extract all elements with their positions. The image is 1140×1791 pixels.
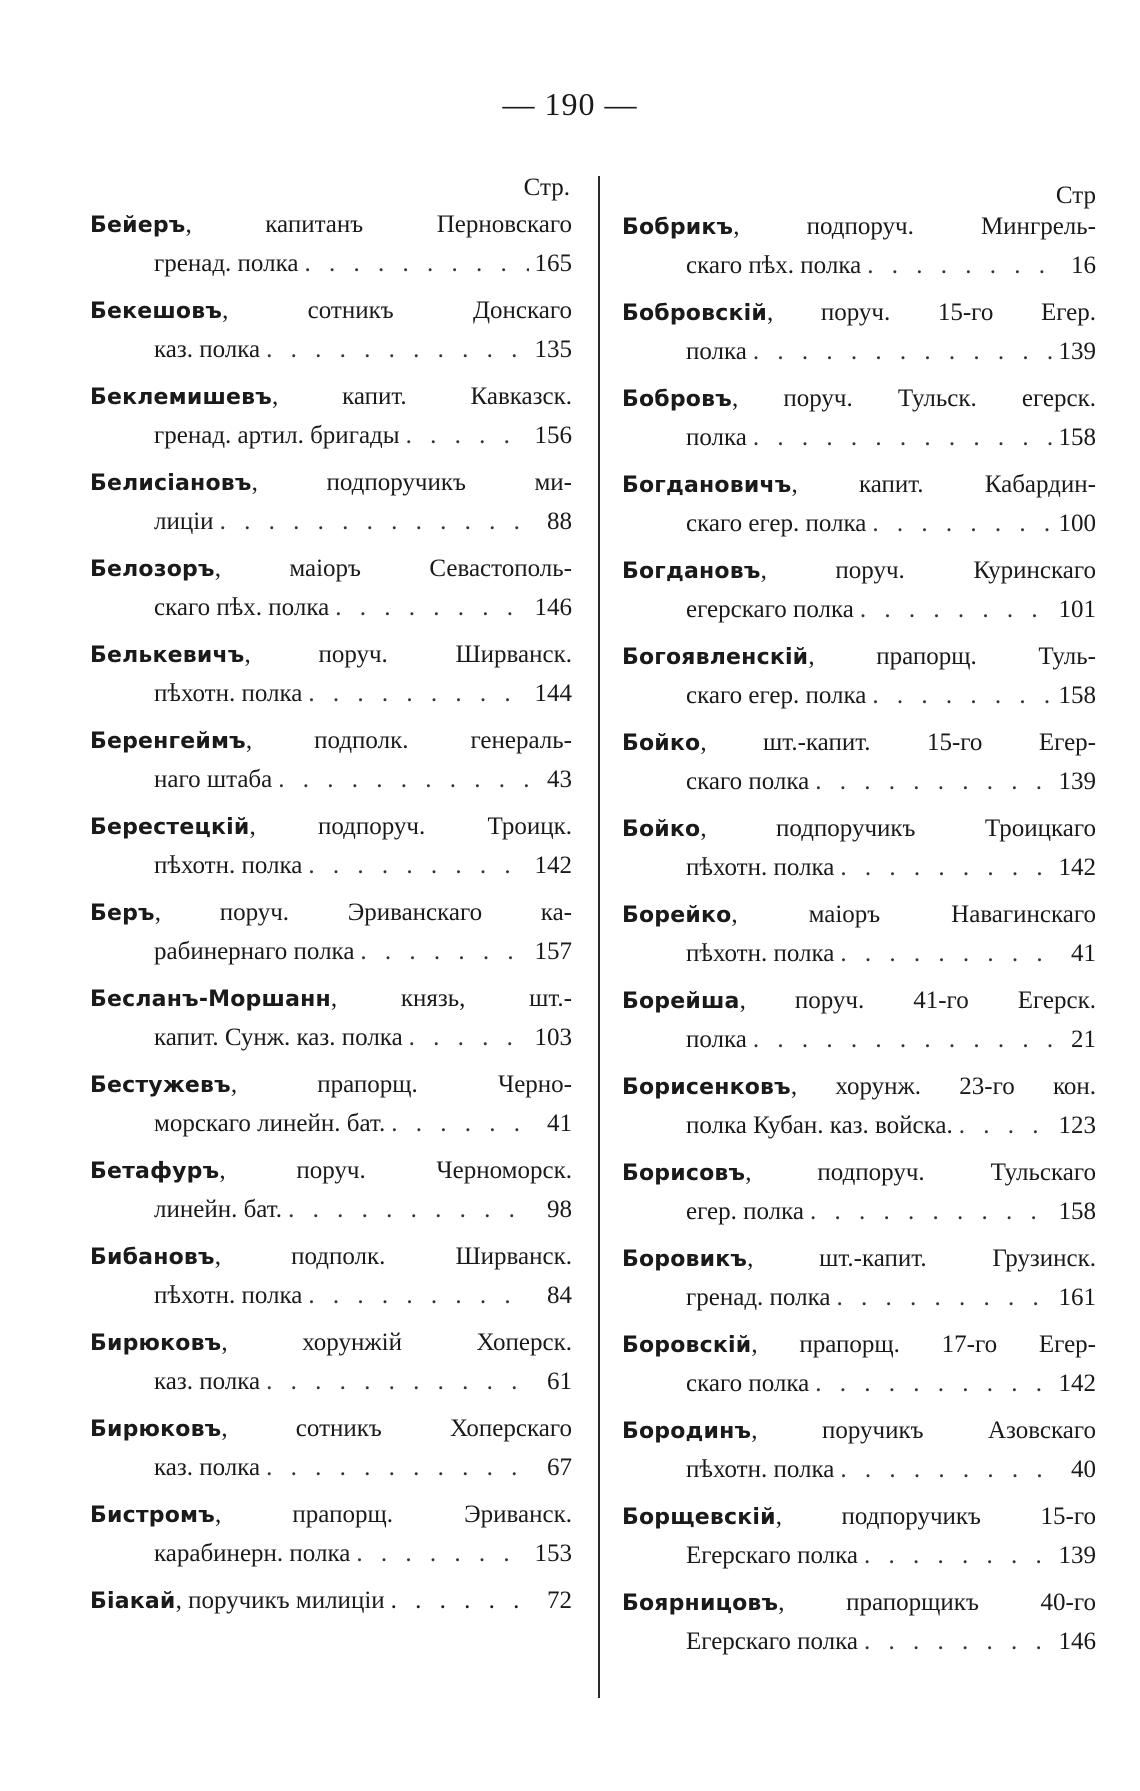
entry-surname: Бекешовъ xyxy=(90,299,223,324)
entry-second-line xyxy=(622,591,1096,629)
entry-page-number: 165 xyxy=(534,250,572,277)
index-entry xyxy=(90,636,572,722)
entry-description: , прапорщ. Туль- xyxy=(808,643,1096,670)
index-entry xyxy=(622,1240,1096,1326)
entry-page-number: 98 xyxy=(547,1196,572,1223)
entry-first-line xyxy=(90,808,572,847)
dot-leader xyxy=(864,1623,1052,1661)
entry-first-line xyxy=(90,378,572,417)
index-entry xyxy=(90,1324,572,1410)
dot-leader xyxy=(815,1365,1052,1403)
entry-first-line xyxy=(90,636,572,675)
entry-surname: Беренгеймъ xyxy=(90,729,246,754)
entry-surname: Бойко xyxy=(622,731,701,756)
entry-surname: Белисіановъ xyxy=(90,471,252,496)
entry-first-line xyxy=(90,1324,572,1363)
entry-page-number: 153 xyxy=(534,1540,572,1567)
entry-first-line xyxy=(90,1238,572,1277)
index-entry xyxy=(90,1496,572,1582)
entry-continuation: гренад. полка xyxy=(686,1284,831,1311)
entry-page-number: 16 xyxy=(1071,252,1096,279)
entry-surname: Борщевскій xyxy=(622,1505,776,1530)
entry-second-line xyxy=(622,935,1096,973)
entry-continuation: скаго полка xyxy=(686,768,810,795)
entry-first-line xyxy=(622,982,1096,1021)
index-entry xyxy=(622,1412,1096,1498)
entry-page-number: 41 xyxy=(1071,940,1096,967)
dot-leader xyxy=(391,1582,530,1620)
dot-leader xyxy=(872,677,1052,715)
index-entry xyxy=(622,208,1096,294)
dot-leader xyxy=(356,1535,528,1573)
dot-leader xyxy=(409,1019,529,1057)
entry-first-line xyxy=(622,1326,1096,1365)
entry-continuation: пѣхотн. полка xyxy=(686,1456,835,1483)
dot-leader xyxy=(753,419,1053,457)
entry-surname: Борейша xyxy=(622,989,740,1014)
index-entry xyxy=(622,1326,1096,1412)
dot-leader xyxy=(220,503,530,541)
entry-second-line xyxy=(622,677,1096,715)
entry-second-line xyxy=(622,247,1096,285)
entry-second-line xyxy=(622,333,1096,371)
entry-continuation: лиціи xyxy=(154,508,214,535)
entry-second-line xyxy=(622,1365,1096,1403)
entry-surname: Борисовъ xyxy=(622,1161,746,1186)
entry-page-number: 139 xyxy=(1058,338,1096,365)
entry-surname: Борейко xyxy=(622,903,732,928)
entry-second-line xyxy=(90,1535,572,1573)
entry-description: , подполк. Ширванск. xyxy=(214,1243,572,1270)
entry-second-line xyxy=(622,1451,1096,1489)
entry-first-line xyxy=(622,1154,1096,1193)
index-entry xyxy=(90,1582,572,1668)
entry-second-line xyxy=(622,849,1096,887)
entry-first-line xyxy=(622,638,1096,677)
entry-first-line xyxy=(622,1412,1096,1451)
entry-second-line xyxy=(90,417,572,455)
index-entry xyxy=(622,1068,1096,1154)
entry-continuation: полка xyxy=(686,1026,747,1053)
entry-first-line xyxy=(622,1068,1096,1107)
dot-leader xyxy=(288,1191,530,1229)
entry-page-number: 142 xyxy=(1058,1370,1096,1397)
entry-second-line xyxy=(90,1363,572,1401)
entry-second-line xyxy=(90,589,572,627)
entry-page-number: 158 xyxy=(1058,682,1096,709)
index-entry xyxy=(622,810,1096,896)
entry-page-number: 67 xyxy=(547,1454,572,1481)
dot-leader xyxy=(959,1107,1053,1145)
index-entry xyxy=(90,808,572,894)
dot-leader xyxy=(406,417,529,455)
entry-continuation: Егерскаго полка xyxy=(686,1628,859,1655)
entry-continuation: пѣхотн. полка xyxy=(154,852,303,879)
index-entry xyxy=(90,206,572,292)
entry-second-line xyxy=(622,1279,1096,1317)
entry-page-number: 156 xyxy=(534,422,572,449)
entry-continuation: карабинерн. полка xyxy=(154,1540,351,1567)
index-entry xyxy=(622,380,1096,466)
entry-surname: Бирюковъ xyxy=(90,1417,222,1442)
entry-second-line xyxy=(90,1191,572,1229)
dot-leader xyxy=(266,331,528,369)
dot-leader xyxy=(810,1193,1052,1231)
entry-page-number: 88 xyxy=(547,508,572,535)
entry-page-number: 135 xyxy=(534,336,572,363)
entry-description: , прапорщ. Эриванск. xyxy=(214,1501,572,1528)
index-entry xyxy=(90,722,572,808)
entry-description: , шт.-капит. Грузинск. xyxy=(747,1245,1096,1272)
index-entry xyxy=(622,1584,1096,1670)
entry-description: , сотникъ Донскаго xyxy=(222,297,572,324)
index-entry xyxy=(90,550,572,636)
index-entry xyxy=(90,378,572,464)
entry-continuation: каз. полка xyxy=(154,1368,261,1395)
entry-surname: Бистромъ xyxy=(90,1503,215,1528)
entry-second-line xyxy=(90,503,572,541)
dot-leader xyxy=(266,1363,530,1401)
entry-page-number: 43 xyxy=(547,766,572,793)
entry-description: , прапорщ. 17-го Егер- xyxy=(751,1331,1096,1358)
entry-first-line xyxy=(90,206,572,245)
entry-page-number: 21 xyxy=(1071,1026,1096,1053)
entry-second-line xyxy=(90,933,572,971)
entry-second-line xyxy=(622,1623,1096,1661)
entry-second-line xyxy=(90,761,572,799)
index-entry xyxy=(90,1152,572,1238)
entry-page-number: 61 xyxy=(547,1368,572,1395)
entry-surname: Берестецкій xyxy=(90,815,250,840)
entry-page-number: 84 xyxy=(547,1282,572,1309)
index-entry xyxy=(622,982,1096,1068)
entry-second-line xyxy=(90,675,572,713)
dot-leader xyxy=(308,847,528,885)
entry-description: , поруч. 15-го Егер. xyxy=(766,299,1096,326)
dot-leader xyxy=(308,675,528,713)
dot-leader xyxy=(335,589,528,627)
entry-first-line xyxy=(90,894,572,933)
entry-second-line xyxy=(90,1019,572,1057)
dot-leader xyxy=(836,1279,1052,1317)
entry-continuation: Егерскаго полка xyxy=(686,1542,859,1569)
dot-leader xyxy=(864,1537,1052,1575)
left-column xyxy=(90,170,572,1668)
entry-description: , поруч. Эриванскаго ка- xyxy=(154,899,572,926)
entry-continuation: скаго егер. полка xyxy=(686,510,867,537)
entry-continuation: гренад. артил. бригады xyxy=(154,422,400,449)
entry-surname: Біакай xyxy=(90,1589,176,1614)
entry-description: , прапорщикъ 40-го xyxy=(778,1589,1096,1616)
entry-continuation: капит. Сунж. каз. полка xyxy=(154,1024,403,1051)
entry-continuation: каз. полка xyxy=(154,336,261,363)
dot-leader xyxy=(360,933,528,971)
entry-first-line xyxy=(90,722,572,761)
column-divider xyxy=(598,176,600,1698)
entry-page-number: 161 xyxy=(1058,1284,1096,1311)
entry-page-number: 101 xyxy=(1058,596,1096,623)
dot-leader xyxy=(753,1021,1054,1059)
entry-continuation: егерскаго полка xyxy=(686,596,854,623)
entry-surname: Белозоръ xyxy=(90,557,215,582)
page-number: — 190 — xyxy=(502,86,638,122)
entry-second-line xyxy=(622,419,1096,457)
index-entry xyxy=(90,292,572,378)
dot-leader xyxy=(753,333,1053,371)
entry-page-number: 157 xyxy=(534,938,572,965)
entry-first-line xyxy=(90,550,572,589)
entry-continuation: скаго полка xyxy=(686,1370,810,1397)
entry-second-line xyxy=(90,1449,572,1487)
entry-continuation: морскаго линейн. бат. xyxy=(154,1110,386,1137)
index-entry xyxy=(622,294,1096,380)
entry-description: , подпоруч. Мингрель- xyxy=(733,213,1096,240)
entry-description: , подполк. генераль- xyxy=(245,727,572,754)
entry-second-line xyxy=(622,1193,1096,1231)
entry-description: , прапорщ. Черно- xyxy=(230,1071,572,1098)
entry-page-number: 146 xyxy=(1058,1628,1096,1655)
entry-page-number: 40 xyxy=(1071,1456,1096,1483)
entry-second-line xyxy=(90,1105,572,1143)
entry-page-number: 103 xyxy=(534,1024,572,1051)
entry-description: , хорунжій Хоперск. xyxy=(221,1329,572,1356)
entry-first-line xyxy=(90,292,572,331)
entry-description: , князь, шт.- xyxy=(330,985,572,1012)
entry-second-line xyxy=(622,1107,1096,1145)
entry-second-line xyxy=(622,763,1096,801)
entry-surname: Бибановъ xyxy=(90,1245,215,1270)
entry-surname: Бородинъ xyxy=(622,1419,752,1444)
entry-second-line xyxy=(622,505,1096,543)
entry-continuation: полка xyxy=(686,338,747,365)
entry-second-line xyxy=(622,1537,1096,1575)
entry-description: , маіоръ Навагинскаго xyxy=(731,901,1096,928)
entry-second-line xyxy=(622,1021,1096,1059)
index-entry xyxy=(622,896,1096,982)
entry-description: , маіоръ Севастополь- xyxy=(214,555,572,582)
entry-continuation: пѣхотн. полка xyxy=(686,854,835,881)
entry-continuation: пѣхотн. полка xyxy=(154,1282,303,1309)
dot-leader xyxy=(840,935,1054,973)
entry-description: , сотникъ Хоперскаго xyxy=(221,1415,572,1442)
entry-continuation: скаго егер. полка xyxy=(686,682,867,709)
entry-surname: Бирюковъ xyxy=(90,1331,222,1356)
entry-description: , подпоручикъ Троицкаго xyxy=(700,815,1096,842)
index-entry xyxy=(622,466,1096,552)
entry-description: , поруч. Черноморск. xyxy=(219,1157,572,1184)
entry-continuation: пѣхотн. полка xyxy=(154,680,303,707)
entry-description: , поручикъ Азовскаго xyxy=(751,1417,1096,1444)
entry-surname: Боровикъ xyxy=(622,1247,748,1272)
entry-first-line xyxy=(622,552,1096,591)
right-entries xyxy=(622,208,1096,1670)
entry-page-number: 146 xyxy=(534,594,572,621)
dot-leader xyxy=(860,591,1053,629)
entry-page-number: 139 xyxy=(1058,768,1096,795)
right-column-header: Стр xyxy=(1055,182,1096,209)
entry-first-line xyxy=(622,380,1096,419)
index-entry xyxy=(622,638,1096,724)
entry-surname: Белькевичъ xyxy=(90,643,245,668)
entry-surname: Боярницовъ xyxy=(622,1591,779,1616)
entry-surname: Бойко xyxy=(622,817,701,842)
entry-continuation: рабинернаго полка xyxy=(154,938,355,965)
entry-first-line xyxy=(622,1584,1096,1623)
entry-page-number: 144 xyxy=(534,680,572,707)
entry-surname: Беръ xyxy=(90,901,155,926)
entry-description: , поруч. 41-го Егерск. xyxy=(739,987,1096,1014)
entry-continuation: егер. полка xyxy=(686,1198,805,1225)
entry-description: , капит. Кавказск. xyxy=(272,383,572,410)
entry-first-line xyxy=(622,466,1096,505)
entry-second-line xyxy=(90,245,572,283)
entry-continuation: каз. полка xyxy=(154,1454,261,1481)
entry-first-line xyxy=(622,1240,1096,1279)
entry-continuation: наго штаба xyxy=(154,766,273,793)
entry-surname: Борисенковъ xyxy=(622,1075,791,1100)
entry-page-number: 139 xyxy=(1058,1542,1096,1569)
entry-page-number: 158 xyxy=(1058,424,1096,451)
entry-description: , капитанъ Перновскаго xyxy=(185,211,572,238)
entry-continuation: полка xyxy=(686,424,747,451)
index-entry xyxy=(90,1238,572,1324)
right-column xyxy=(622,170,1096,1670)
entry-surname: Боровскій xyxy=(622,1333,752,1358)
entry-first-line xyxy=(90,464,572,503)
dot-leader xyxy=(840,849,1052,887)
dot-leader xyxy=(815,763,1052,801)
entry-surname: Бобровъ xyxy=(622,387,732,412)
entry-description: , капит. Кабардин- xyxy=(791,471,1096,498)
index-entry xyxy=(90,1066,572,1152)
dot-leader xyxy=(840,1451,1054,1489)
entry-surname: Бобровскій xyxy=(622,301,767,326)
entry-continuation: гренад. полка xyxy=(154,250,299,277)
dot-leader xyxy=(391,1105,530,1143)
entry-continuation: линейн. бат. xyxy=(154,1196,283,1223)
entry-page-number: 100 xyxy=(1058,510,1096,537)
entry-surname: Беклемишевъ xyxy=(90,385,272,410)
entry-first-line xyxy=(622,810,1096,849)
entry-surname: Бестужевъ xyxy=(90,1073,231,1098)
index-entry xyxy=(90,894,572,980)
left-entries xyxy=(90,206,572,1668)
entry-surname: Бобрикъ xyxy=(622,215,734,240)
dot-leader xyxy=(266,1449,530,1487)
index-entry xyxy=(622,724,1096,810)
entry-description: , поруч. Куринскаго xyxy=(760,557,1096,584)
entry-second-line xyxy=(90,1277,572,1315)
index-entry xyxy=(90,464,572,550)
entry-page-number: 72 xyxy=(547,1587,572,1614)
entry-first-line xyxy=(90,1152,572,1191)
entry-first-line xyxy=(622,896,1096,935)
entry-description: , поруч. Тульск. егерск. xyxy=(731,385,1096,412)
entry-continuation: пѣхотн. полка xyxy=(686,940,835,967)
dot-leader xyxy=(867,247,1054,285)
entry-surname: Бетафуръ xyxy=(90,1159,220,1184)
dot-leader xyxy=(278,761,530,799)
entry-page-number: 41 xyxy=(547,1110,572,1137)
index-entry xyxy=(622,1498,1096,1584)
entry-first-line xyxy=(622,294,1096,333)
entry-description: , хорунж. 23-го кон. xyxy=(790,1073,1096,1100)
entry-description: , поруч. Ширванск. xyxy=(244,641,572,668)
dot-leader xyxy=(308,1277,530,1315)
index-entry xyxy=(90,1410,572,1496)
entry-first-line xyxy=(90,1066,572,1105)
entry-first-line xyxy=(90,1582,572,1621)
entry-first-line xyxy=(90,1410,572,1449)
entry-continuation: скаго пѣх. полка xyxy=(154,594,330,621)
dot-leader xyxy=(304,245,528,283)
entry-page-number: 158 xyxy=(1058,1198,1096,1225)
entry-first-line xyxy=(622,724,1096,763)
dot-leader xyxy=(872,505,1052,543)
index-entry xyxy=(622,1154,1096,1240)
entry-first-line xyxy=(622,208,1096,247)
entry-description: , подпоручикъ 15-го xyxy=(775,1503,1096,1530)
entry-second-line xyxy=(90,847,572,885)
entry-continuation: полка Кубан. каз. войска. xyxy=(686,1112,953,1139)
entry-surname: Богоявленскій xyxy=(622,645,809,670)
entry-surname: Бейеръ xyxy=(90,213,186,238)
entry-page-number: 142 xyxy=(534,852,572,879)
entry-page-number: 123 xyxy=(1058,1112,1096,1139)
entry-description: , подпоруч. Троицк. xyxy=(249,813,572,840)
entry-description: , подпоручикъ ми- xyxy=(251,469,572,496)
entry-description: , шт.-капит. 15-го Егер- xyxy=(700,729,1096,756)
entry-first-line xyxy=(90,1496,572,1535)
left-column-header: Стр. xyxy=(523,174,570,201)
entry-first-line xyxy=(90,980,572,1019)
entry-description: , подпоруч. Тульскаго xyxy=(745,1159,1096,1186)
entry-continuation: скаго пѣх. полка xyxy=(686,252,862,279)
entry-surname: Богдановичъ xyxy=(622,473,792,498)
entry-page-number: 142 xyxy=(1058,854,1096,881)
index-entry xyxy=(90,980,572,1066)
entry-surname: Бесланъ-Моршанн xyxy=(90,987,331,1012)
entry-first-line xyxy=(622,1498,1096,1537)
index-entry xyxy=(622,552,1096,638)
entry-second-line xyxy=(90,331,572,369)
entry-description: , поручикъ милиціи xyxy=(175,1587,385,1614)
entry-surname: Богдановъ xyxy=(622,559,761,584)
